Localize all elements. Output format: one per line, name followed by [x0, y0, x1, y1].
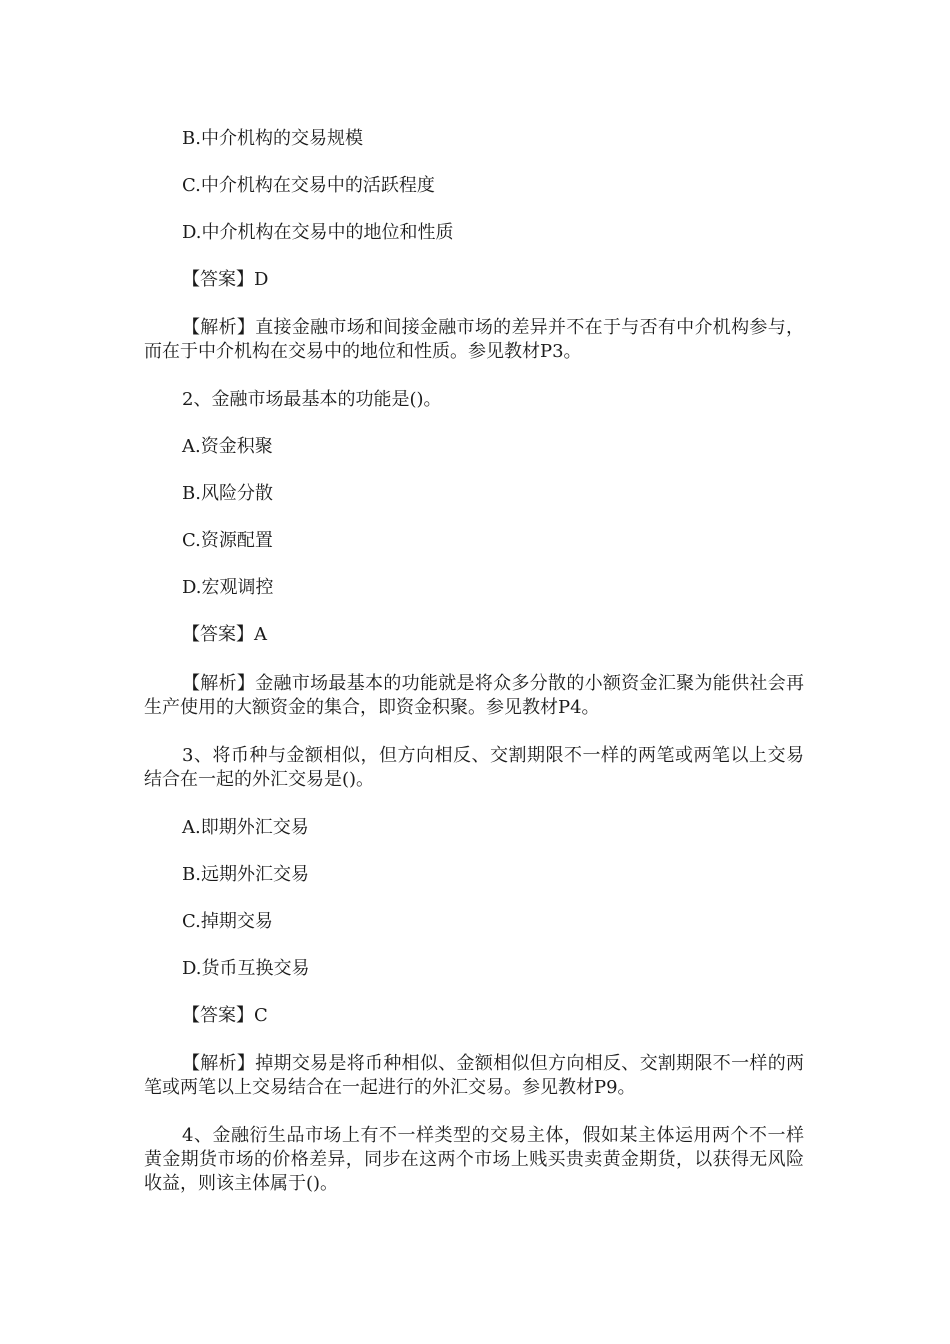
option-b-q1: B.中介机构的交易规模 — [182, 128, 363, 149]
question-3: 3、将币种与金额相似，但方向相反、交割期限不一样的两笔或两笔以上交易结合在一起的外汇交易是()。 — [144, 745, 804, 790]
option-c-q2: C.资源配置 — [182, 530, 273, 551]
explanation-q2: 【解析】金融市场最基本的功能就是将众多分散的小额资金汇聚为能供社会再生产使用的大额资金的集合，即资金积聚。参见教材P4。 — [144, 673, 804, 718]
option-d-q1: D.中介机构在交易中的地位和性质 — [182, 222, 454, 243]
option-b-q3: B.远期外汇交易 — [182, 864, 309, 885]
explanation-q1: 【解析】直接金融市场和间接金融市场的差异并不在于与否有中介机构参与，而在于中介机构在交易中的地位和性质。参见教材P3。 — [144, 317, 804, 362]
option-a-q2: A.资金积聚 — [182, 436, 273, 457]
answer-q1: 【答案】D — [182, 269, 269, 290]
answer-q2: 【答案】A — [182, 624, 267, 645]
option-c-q3: C.掉期交易 — [182, 911, 273, 932]
option-d-q2: D.宏观调控 — [182, 577, 274, 598]
question-4: 4、金融衍生品市场上有不一样类型的交易主体，假如某主体运用两个不一样黄金期货市场的价格差异，同步在这两个市场上贱买贵卖黄金期货，以获得无风险收益，则该主体属于()。 — [144, 1125, 804, 1194]
question-2: 2、金融市场最基本的功能是()。 — [182, 389, 442, 410]
answer-q3: 【答案】C — [182, 1005, 268, 1026]
option-c-q1: C.中介机构在交易中的活跃程度 — [182, 175, 435, 196]
explanation-q3: 【解析】掉期交易是将币种相似、金额相似但方向相反、交割期限不一样的两笔或两笔以上交易结合在一起进行的外汇交易。参见教材P9。 — [144, 1053, 804, 1098]
option-b-q2: B.风险分散 — [182, 483, 273, 504]
option-a-q3: A.即期外汇交易 — [182, 817, 309, 838]
option-d-q3: D.货币互换交易 — [182, 958, 310, 979]
